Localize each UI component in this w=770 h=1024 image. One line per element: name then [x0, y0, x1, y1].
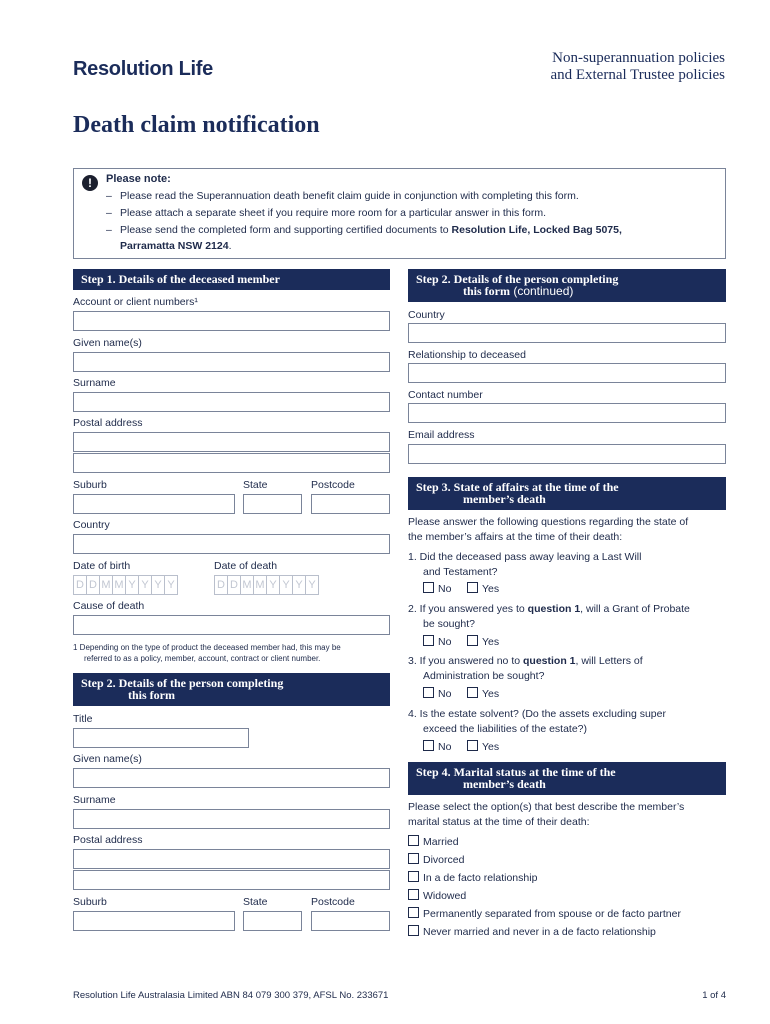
deceased-postal-address-label: Postal address	[73, 417, 143, 429]
q4-yes-option[interactable]: Yes	[467, 740, 499, 753]
deceased-postal-address-field-2[interactable]	[73, 453, 390, 473]
widowed-checkbox[interactable]	[408, 889, 419, 900]
note-line-3: – Please send the completed form and supporting certified documents to Resolution Life, Locked Bag 5075,	[106, 224, 622, 236]
exclamation-icon: !	[82, 175, 98, 191]
cause-of-death-label: Cause of death	[73, 600, 145, 612]
note-line-1: – Please read the Superannuation death benefit claim guide in conjunction with completing this form.	[106, 190, 579, 202]
title-field[interactable]	[73, 728, 249, 748]
claimant-suburb-label: Suburb	[73, 896, 107, 908]
q2-no-checkbox[interactable]	[423, 635, 434, 646]
policy-line-2: and External Trustee policies	[550, 67, 725, 83]
q3-yes-option[interactable]: Yes	[467, 687, 499, 700]
de-facto-checkbox[interactable]	[408, 871, 419, 882]
step4-intro: Please select the option(s) that best describe the member’s marital status at the time of their death:	[408, 801, 685, 828]
date-of-birth-field[interactable]: D D M M Y Y Y Y	[73, 575, 177, 595]
deceased-country-label: Country	[73, 519, 110, 531]
date-of-death-field[interactable]: D D M M Y Y Y Y	[214, 575, 318, 595]
email-address-field[interactable]	[408, 444, 726, 464]
title-label: Title	[73, 713, 93, 725]
claimant-suburb-field[interactable]	[73, 911, 235, 931]
never-married-checkbox[interactable]	[408, 925, 419, 936]
deceased-surname-field[interactable]	[73, 392, 390, 412]
q2-yes-checkbox[interactable]	[467, 635, 478, 646]
page-title: Death claim notification	[73, 112, 320, 138]
date-of-death-label: Date of death	[214, 560, 278, 572]
q1-no-option[interactable]: No	[423, 582, 451, 595]
account-number-field[interactable]	[73, 311, 390, 331]
question-2: 2. If you answered yes to question 1, will a Grant of Probate be sought?	[408, 603, 690, 630]
deceased-state-label: State	[243, 479, 268, 491]
claimant-country-label: Country	[408, 309, 445, 321]
please-note-box	[73, 168, 726, 259]
claimant-postcode-label: Postcode	[311, 896, 355, 908]
deceased-given-name-field[interactable]	[73, 352, 390, 372]
step4-heading: Step 4. Marital status at the time of the member’s death	[408, 762, 726, 795]
relationship-field[interactable]	[408, 363, 726, 383]
relationship-label: Relationship to deceased	[408, 349, 526, 361]
claimant-postal-address-field-1[interactable]	[73, 849, 390, 869]
q3-no-checkbox[interactable]	[423, 687, 434, 698]
divorced-checkbox[interactable]	[408, 853, 419, 864]
deceased-country-field[interactable]	[73, 534, 390, 554]
step3-heading: Step 3. State of affairs at the time of the member’s death	[408, 477, 726, 510]
step1-heading: Step 1. Details of the deceased member	[73, 269, 390, 290]
q1-no-checkbox[interactable]	[423, 582, 434, 593]
claimant-surname-label: Surname	[73, 794, 116, 806]
resolution-life-logo: Resolution Life	[73, 58, 213, 80]
q4-no-checkbox[interactable]	[423, 740, 434, 751]
policy-line-1: Non-superannuation policies	[552, 50, 725, 66]
marital-option-separated[interactable]: Permanently separated from spouse or de facto partner	[408, 907, 681, 920]
q3-no-option[interactable]: No	[423, 687, 451, 700]
deceased-suburb-field[interactable]	[73, 494, 235, 514]
deceased-given-name-label: Given name(s)	[73, 337, 142, 349]
step3-intro: Please answer the following questions regarding the state of the member’s affairs at the time of their death:	[408, 516, 689, 543]
q3-yes-checkbox[interactable]	[467, 687, 478, 698]
note-line-2: – Please attach a separate sheet if you require more room for a particular answer in this form.	[106, 207, 547, 219]
policy-type-header	[550, 50, 725, 84]
q1-yes-checkbox[interactable]	[467, 582, 478, 593]
footer-company-info: Resolution Life Australasia Limited ABN 84 079 300 379, AFSL No. 233671	[73, 990, 389, 1001]
deceased-state-field[interactable]	[243, 494, 302, 514]
footnote: 1 Depending on the type of product the deceased member had, this may be referred to as a policy, member, account, contract or client number.	[73, 643, 341, 663]
marital-option-de-facto[interactable]: In a de facto relationship	[408, 871, 537, 884]
q1-yes-option[interactable]: Yes	[467, 582, 499, 595]
q2-yes-option[interactable]: Yes	[467, 635, 499, 648]
claimant-surname-field[interactable]	[73, 809, 390, 829]
deceased-suburb-label: Suburb	[73, 479, 107, 491]
date-of-birth-label: Date of birth	[73, 560, 131, 572]
step2-heading: Step 2. Details of the person completing this form	[73, 673, 390, 706]
claimant-country-field[interactable]	[408, 323, 726, 343]
claimant-state-field[interactable]	[243, 911, 302, 931]
email-address-label: Email address	[408, 429, 475, 441]
note-heading: Please note:	[106, 173, 171, 185]
claimant-state-label: State	[243, 896, 268, 908]
note-line-4: Parramatta NSW 2124.	[120, 240, 232, 252]
separated-checkbox[interactable]	[408, 907, 419, 918]
deceased-postcode-label: Postcode	[311, 479, 355, 491]
page-number: 1 of 4	[702, 990, 726, 1001]
question-1: 1. Did the deceased pass away leaving a Last Will and Testament?	[408, 551, 642, 578]
claimant-postal-address-label: Postal address	[73, 834, 143, 846]
claimant-given-name-label: Given name(s)	[73, 753, 142, 765]
deceased-postcode-field[interactable]	[311, 494, 390, 514]
account-number-label: Account or client numbers¹	[73, 296, 198, 308]
deceased-postal-address-field-1[interactable]	[73, 432, 390, 452]
q4-no-option[interactable]: No	[423, 740, 451, 753]
claimant-postcode-field[interactable]	[311, 911, 390, 931]
marital-option-widowed[interactable]: Widowed	[408, 889, 466, 902]
q4-yes-checkbox[interactable]	[467, 740, 478, 751]
marital-option-married[interactable]: Married	[408, 835, 459, 848]
cause-of-death-field[interactable]	[73, 615, 390, 635]
claimant-postal-address-field-2[interactable]	[73, 870, 390, 890]
marital-option-divorced[interactable]: Divorced	[408, 853, 464, 866]
question-3: 3. If you answered no to question 1, will Letters of Administration be sought?	[408, 655, 643, 682]
marital-option-never-married[interactable]: Never married and never in a de facto relationship	[408, 925, 656, 938]
question-4: 4. Is the estate solvent? (Do the assets excluding super exceed the liabilities of the estate?)	[408, 708, 666, 735]
step2-continued-heading: Step 2. Details of the person completing this form (continued)	[408, 269, 726, 302]
q2-no-option[interactable]: No	[423, 635, 451, 648]
married-checkbox[interactable]	[408, 835, 419, 846]
contact-number-label: Contact number	[408, 389, 483, 401]
claimant-given-name-field[interactable]	[73, 768, 390, 788]
deceased-surname-label: Surname	[73, 377, 116, 389]
contact-number-field[interactable]	[408, 403, 726, 423]
